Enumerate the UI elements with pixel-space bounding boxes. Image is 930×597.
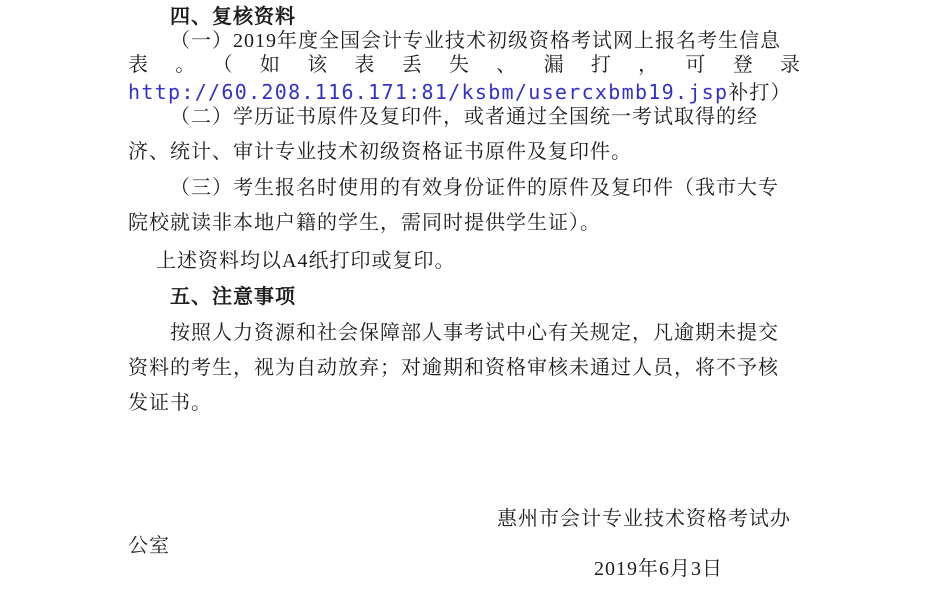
item-two-line-1: （二）学历证书原件及复印件，或者通过全国统一考试取得的经 (170, 106, 758, 128)
signature-org-line-1: 惠州市会计专业技术资格考试办 (497, 508, 791, 530)
item-one-line-1: （一）2019年度全国会计专业技术初级资格考试网上报名考生信息 (170, 30, 781, 52)
item-three-line-2: 院校就读非本地户籍的学生，需同时提供学生证）。 (128, 212, 601, 234)
item-three-line-1: （三）考生报名时使用的有效身份证件的原件及复印件（我市大专 (170, 177, 779, 199)
signature-date: 2019年6月3日 (594, 558, 723, 580)
notes-body-line-1: 按照人力资源和社会保障部人事考试中心有关规定，凡逾期未提交 (170, 322, 779, 344)
notes-body-line-3: 发证书。 (128, 392, 212, 414)
section-five-heading: 五、注意事项 (170, 286, 296, 308)
notes-body-line-2: 资料的考生，视为自动放弃；对逾期和资格审核未通过人员，将不予核 (128, 357, 779, 379)
item-one-line-2-justified: 表。（如该表丢失、漏打，可登录 (128, 54, 800, 76)
print-note: 上述资料均以A4纸打印或复印。 (156, 250, 456, 272)
signup-url-link[interactable]: http://60.208.116.171:81/ksbm/usercxbmb19.jsp (128, 80, 729, 104)
section-four-heading: 四、复核资料 (170, 6, 296, 28)
item-one-url-line (128, 80, 800, 105)
item-two-line-2: 济、统计、审计专业技术初级资格证书原件及复印件。 (128, 141, 632, 163)
signature-org-line-2: 公室 (128, 535, 170, 557)
url-suffix-text: 补打） (728, 82, 792, 104)
